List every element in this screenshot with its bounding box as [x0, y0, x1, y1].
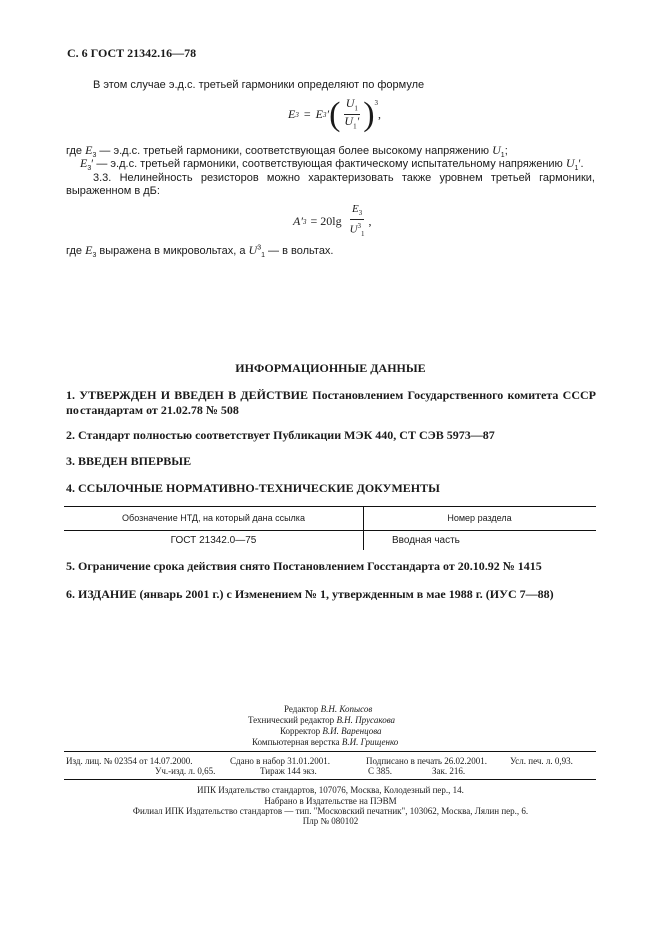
symbol-sub: 1 [261, 252, 265, 260]
credit-name: В.Н. Прусакова [336, 715, 396, 725]
imprint-sheets: Усл. печ. л. 0,93. [510, 756, 573, 766]
table-cell-section: Вводная часть [392, 535, 460, 546]
credit-editor [284, 704, 372, 714]
intro-text: В этом случае э.д.с. третьей гармоники определяют по формуле [93, 79, 425, 91]
info-item-4: 4. ССЫЛОЧНЫЕ НОРМАТИВНО-ТЕХНИЧЕСКИЕ ДОКУМЕНТЫ [66, 481, 440, 495]
formula-comma: , [368, 214, 372, 229]
info-item-6: 6. ИЗДАНИЕ (январь 2001 г.) с Изменением № 1, утвержденным в мае 1988 г. (ИУС 7—88) [66, 587, 554, 601]
imprint-printer: Филиал ИПК Издательство стандартов — тип. "Московский печатник", 103062, Москва, Лялин пер., 6. [132, 806, 529, 816]
where-word: где [66, 245, 83, 257]
symbol-sub: 1 [574, 165, 579, 173]
formula-symbol: A′ [293, 214, 303, 229]
formula-equals: = [303, 107, 311, 122]
symbol-prime: ′ [578, 158, 581, 170]
frac-num-symbol: E [351, 203, 359, 215]
credit-label: Корректор [280, 726, 321, 736]
symbol-prime: ′ [91, 158, 94, 170]
table-header-section: Номер раздела [447, 513, 512, 523]
symbol-sub: 1 [500, 152, 505, 160]
info-title: ИНФОРМАЦИОННЫЕ ДАННЫЕ [235, 361, 426, 375]
imprint-circulation: Тираж 144 экз. [260, 766, 317, 776]
credit-label: Компьютерная верстка [252, 737, 340, 747]
credit-label: Редактор [284, 704, 319, 714]
imprint-order: Зак. 216. [432, 766, 466, 776]
credit-name: В.И. Грищенко [341, 737, 399, 747]
frac-num-sub: 3 [358, 209, 363, 218]
symbol-u: U [492, 143, 501, 157]
formula-symbol: E [315, 107, 323, 122]
symbol-u: U [565, 156, 575, 170]
symbol-e: E [80, 156, 88, 170]
para-3-3-line2: выраженном в дБ: [66, 185, 160, 197]
symbol-sub: 3 [87, 165, 92, 173]
where-units [66, 243, 334, 259]
formula-prime: ′ [326, 107, 330, 122]
info-item-2: 2. Стандарт полностью соответствует Публикации МЭК 440, СТ СЭВ 5973—87 [66, 428, 495, 442]
imprint-typeset-date: Сдано в набор 31.01.2001. [230, 756, 331, 766]
frac-den-symbol: U [344, 114, 354, 129]
formula-subscript: 3 [295, 110, 299, 119]
symbol-sup: 3 [257, 244, 262, 252]
table-header-ntd: Обозначение НТД, на который дана ссылка [122, 513, 305, 523]
credit-layout [252, 737, 398, 747]
frac-den-prime: ′ [356, 114, 360, 129]
where-text: — э.д.с. третьей гармоники, соответствующая более высокому напряжению [96, 145, 493, 157]
formula-subscript: 3 [302, 217, 307, 226]
where-e3-prime [80, 156, 584, 172]
symbol-u: U [248, 243, 258, 257]
credit-tech-editor [248, 715, 395, 725]
credit-name: В.И. Варенцова [322, 726, 382, 736]
left-paren: ( [329, 95, 341, 133]
para-3-3-line1: 3.3. Нелинейность резисторов можно характеризовать также уровнем третьей гармоники, [93, 172, 595, 184]
where-word: где [66, 145, 83, 157]
credit-corrector [280, 726, 382, 736]
page-header: С. 6 ГОСТ 21342.16—78 [67, 46, 197, 60]
formula-power: 3 [374, 99, 379, 107]
info-item-3: 3. ВВЕДЕН ВПЕРВЫЕ [66, 454, 192, 468]
formula-fraction [342, 97, 361, 133]
info-item-5: 5. Ограничение срока действия снято Постановлением Госстандарта от 20.10.92 № 1415 [66, 559, 542, 573]
imprint-print-date: Подписано в печать 26.02.2001. [366, 756, 488, 766]
imprint-publisher: ИПК Издательство стандартов, 107076, Москва, Колодезный пер., 14. [197, 785, 464, 795]
info-item-1: 1. УТВЕРЖДЕН И ВВЕДЕН В ДЕЙСТВИЕ Постановлением Государственного комитета СССР по [66, 388, 596, 417]
frac-num-sub: 1 [354, 104, 358, 113]
formula-symbol: E [288, 107, 296, 122]
frac-den-sub: 1 [361, 230, 365, 239]
formula-subscript: 3 [322, 110, 327, 119]
imprint-typeset-note: Набрано в Издательстве на ПЭВМ [264, 796, 397, 806]
table-cell-ntd: ГОСТ 21342.0—75 [170, 535, 257, 546]
credit-label: Технический редактор [248, 715, 335, 725]
table-header-rule [64, 530, 596, 531]
imprint-c-number: С 385. [368, 766, 393, 776]
right-paren: ) [363, 95, 375, 133]
table-top-rule [64, 506, 596, 507]
frac-num-symbol: U [345, 96, 355, 110]
frac-den-sup: 3 [357, 222, 362, 231]
imprint-top-rule [64, 751, 596, 752]
where-text: выражена в микровольтах, а [96, 245, 249, 257]
imprint-edit-sheets: Уч.-изд. л. 0,65. [155, 766, 216, 776]
formula-fraction [348, 203, 367, 240]
formula-a3 [293, 203, 372, 240]
punct: . [580, 158, 584, 170]
imprint-license: Изд. лиц. № 02354 от 14.07.2000. [66, 756, 193, 766]
frac-den-symbol: U [349, 223, 358, 236]
formula-log: = 20lg [310, 214, 342, 229]
symbol-sub: 3 [92, 152, 97, 160]
frac-den-sub: 1 [353, 122, 357, 131]
punct: ; [504, 145, 508, 157]
symbol-e: E [85, 243, 93, 257]
credit-name: В.Н. Копысов [320, 704, 373, 714]
info-item-1-cont: стандартам от 21.02.78 № 508 [80, 403, 239, 417]
formula-comma: , [378, 107, 382, 122]
where-text: — э.д.с. третьей гармоники, соответствующая фактическому испытательному напряжению [93, 158, 566, 170]
formula-e3 [288, 97, 381, 133]
imprint-bottom-rule [64, 779, 596, 780]
symbol-e: E [85, 143, 93, 157]
where-text-end: — в вольтах. [265, 245, 334, 257]
imprint-plr: Плр № 080102 [302, 816, 359, 826]
symbol-sub: 3 [92, 252, 97, 260]
